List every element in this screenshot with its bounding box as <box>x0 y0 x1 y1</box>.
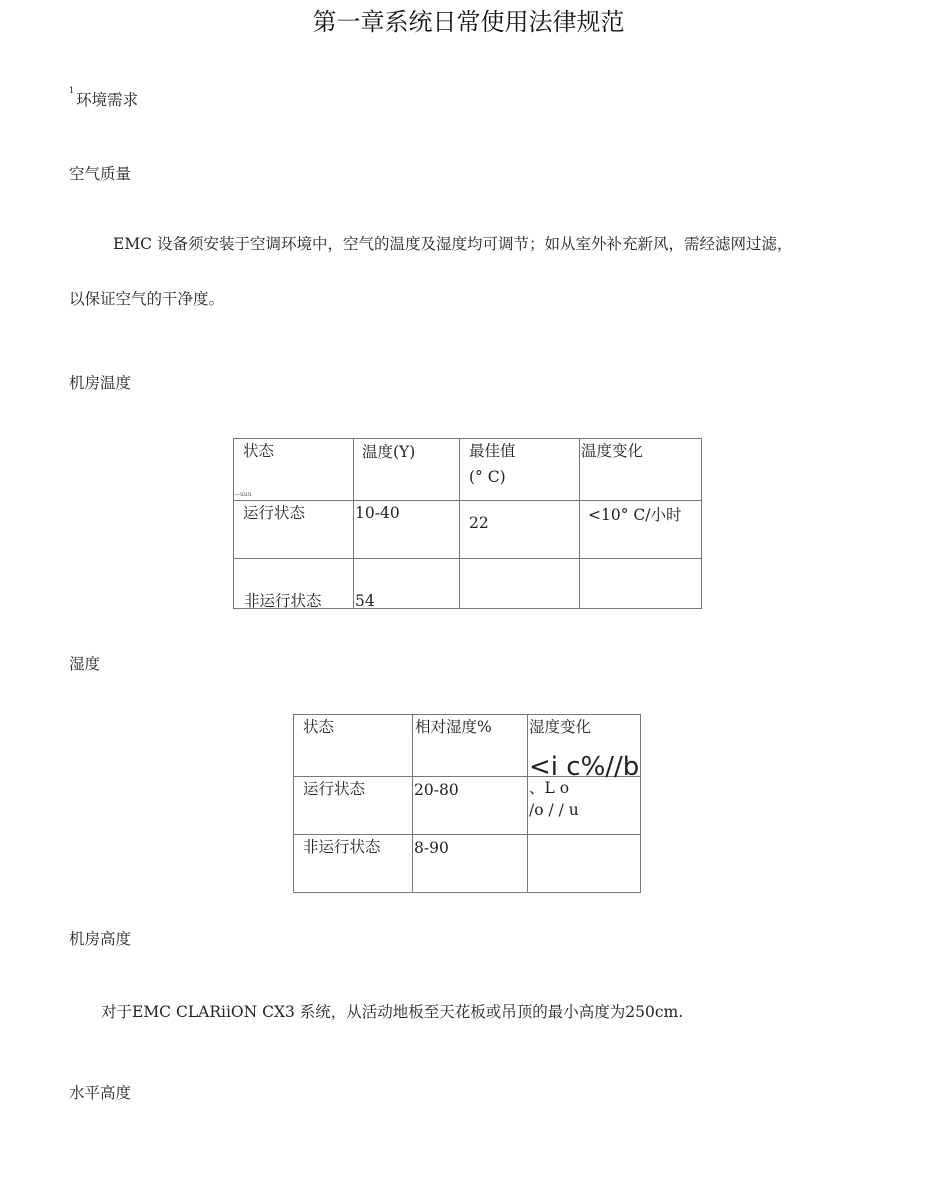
table-row <box>294 835 641 893</box>
table-cell <box>460 501 580 559</box>
heading-humidity: 湿度 <box>69 655 101 673</box>
cell-status: 非运行状态 <box>244 592 322 610</box>
header-status: 状态 <box>243 442 275 460</box>
cell-temperature: 54 <box>355 592 375 610</box>
heading-room-temperature: 机房温度 <box>69 374 132 392</box>
header-humidity-change: 湿度变化 <box>529 718 592 736</box>
table-header-cell <box>294 715 413 777</box>
cell-status: 运行状态 <box>303 780 366 798</box>
table-row <box>294 777 641 835</box>
table-header-cell <box>413 715 528 777</box>
scan-artifact-mark: —uuu <box>234 491 252 498</box>
table-header-cell <box>460 439 580 501</box>
cell-relative-humidity: 20-80 <box>414 781 459 799</box>
cell-status: 运行状态 <box>243 504 306 522</box>
heading-air-quality: 空气质量 <box>69 165 132 183</box>
header-optimal: 最佳值 (° C) <box>469 442 516 486</box>
table-header-row <box>294 715 641 777</box>
table-row <box>234 559 702 609</box>
cell-humidity-change: 、L o /o / / u <box>529 779 579 819</box>
table-cell <box>234 501 354 559</box>
table-cell <box>234 559 354 609</box>
air-quality-paragraph-line1: EMC 设备须安装于空调环境中，空气的温度及湿度均可调节；如从室外补充新风，需经滤网过滤， <box>113 235 793 253</box>
page-title: 第一章系统日常使用法律规范 <box>312 8 625 36</box>
heading-room-height: 机房高度 <box>69 930 132 948</box>
air-quality-paragraph-line2: 以保证空气的干净度。 <box>69 290 225 308</box>
table-cell <box>354 559 460 609</box>
table-header-cell <box>528 715 641 782</box>
table-cell <box>354 501 460 559</box>
cell-optimal: 22 <box>469 514 489 532</box>
table-cell <box>528 835 641 893</box>
heading-level-height: 水平高度 <box>69 1084 132 1102</box>
table-cell <box>528 777 641 835</box>
header-temperature-change: 温度变化 <box>581 442 644 460</box>
room-height-paragraph: 对于EMC CLARiiON CX3 系统，从活动地板至天花板或吊顶的最小高度为250cm. <box>101 1003 684 1021</box>
table-header-cell <box>354 439 460 501</box>
table-cell <box>413 777 528 835</box>
cell-relative-humidity: 8-90 <box>414 839 449 857</box>
section-heading-text: 环境需求 <box>76 91 139 109</box>
header-relative-humidity: 相对湿度% <box>415 718 492 736</box>
cell-temperature: 10-40 <box>355 504 400 522</box>
table-row <box>234 501 702 559</box>
table-cell <box>413 835 528 893</box>
table-cell <box>294 835 413 893</box>
header-temperature: 温度(Y) <box>362 443 416 461</box>
section-marker: 1 <box>69 86 75 95</box>
table-header-cell <box>234 439 354 501</box>
humidity-change-overflow-text: <i c%//b <box>529 752 640 782</box>
table-header-cell <box>580 439 702 501</box>
table-cell <box>580 559 702 609</box>
humidity-table <box>293 714 641 893</box>
header-status: 状态 <box>303 718 335 736</box>
section-heading-environment <box>69 88 138 110</box>
cell-status: 非运行状态 <box>303 838 381 856</box>
cell-temperature-change: <10° C/小时 <box>588 506 682 524</box>
table-cell <box>460 559 580 609</box>
table-header-row <box>234 439 702 501</box>
table-cell <box>294 777 413 835</box>
temperature-table <box>233 438 702 609</box>
table-cell <box>580 501 702 559</box>
